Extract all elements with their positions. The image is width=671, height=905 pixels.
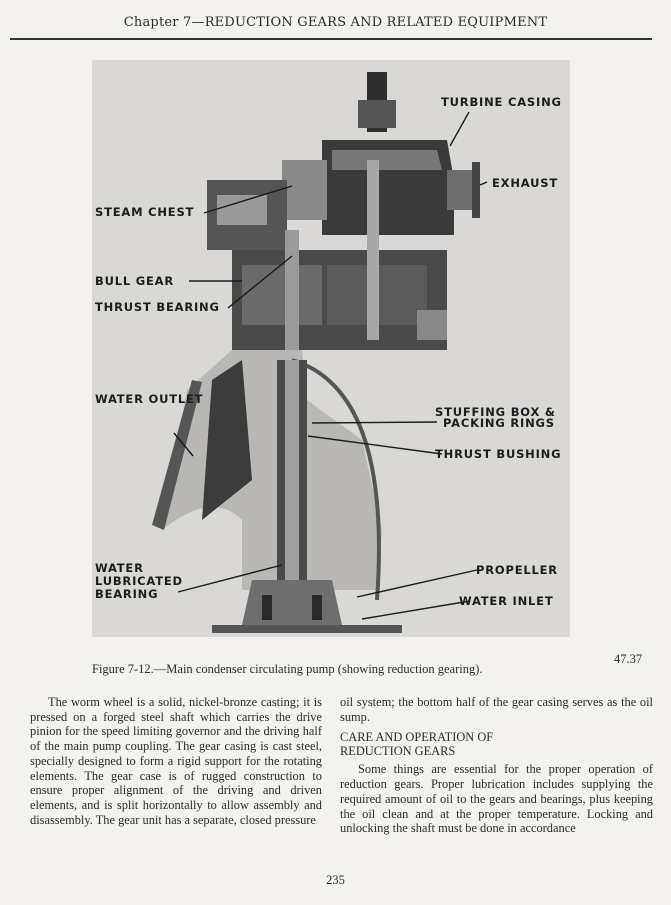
label-turbine-casing: TURBINE CASING [441,95,562,109]
label-water-inlet: WATER INLET [459,594,554,608]
label-stuffing-box-2: PACKING RINGS [443,416,555,430]
paragraph: The worm wheel is a solid, nickel-bronze casting; it is pressed on a forged steel shaft which carries the drive pinion for the speed limiting governor and the driving half of the main pump coupling. The gear casing is cast steel, specially designed to form a rigid support for the rotating elements. The gear case is of rugged construction to ensure proper alignment of the driving and driven elements, and is split horizontally to allow assembly and disassembly. The gear unit has a separate, closed pressure [30,695,322,827]
label-water-outlet: WATER OUTLET [95,392,204,406]
section-heading-line-1: CARE AND OPERATION OF [340,730,494,745]
left-column [30,695,322,827]
paragraph: Some things are essential for the proper operation of reduction gears. Proper lubrication includes supplying the required amount of oil to the gears and bearings, plus keeping the oil clean and at the proper temperature. Locking and unlocking the shaft must be done in accordance [340,762,653,836]
label-water-lubricated-3: BEARING [95,587,159,601]
label-water-lubricated-2: LUBRICATED [95,574,183,588]
section-heading [340,730,653,758]
label-water-lubricated-1: WATER [95,561,144,575]
section-heading-line-2: REDUCTION GEARS [340,744,456,759]
page-number: 235 [326,873,345,887]
label-steam-chest: STEAM CHEST [95,205,195,219]
label-bull-gear: BULL GEAR [95,274,175,288]
pump-cutaway-drawing [92,60,570,637]
figure-caption: Figure 7-12.—Main condenser circulating pump (showing reduction gearing). [92,662,483,676]
paragraph: oil system; the bottom half of the gear casing serves as the oil sump. [340,695,653,724]
label-thrust-bearing: THRUST BEARING [95,300,220,314]
label-propeller: PROPELLER [476,563,558,577]
header-rule [10,38,652,40]
label-exhaust: EXHAUST [492,176,558,190]
running-head: Chapter 7—REDUCTION GEARS AND RELATED EQUIPMENT [123,15,548,30]
figure-number: 47.37 [614,652,643,666]
pump-illustration [92,60,570,637]
label-thrust-bushing: THRUST BUSHING [435,447,562,461]
right-column [340,695,653,836]
label-stuffing-box-1: STUFFING BOX & [435,405,556,419]
